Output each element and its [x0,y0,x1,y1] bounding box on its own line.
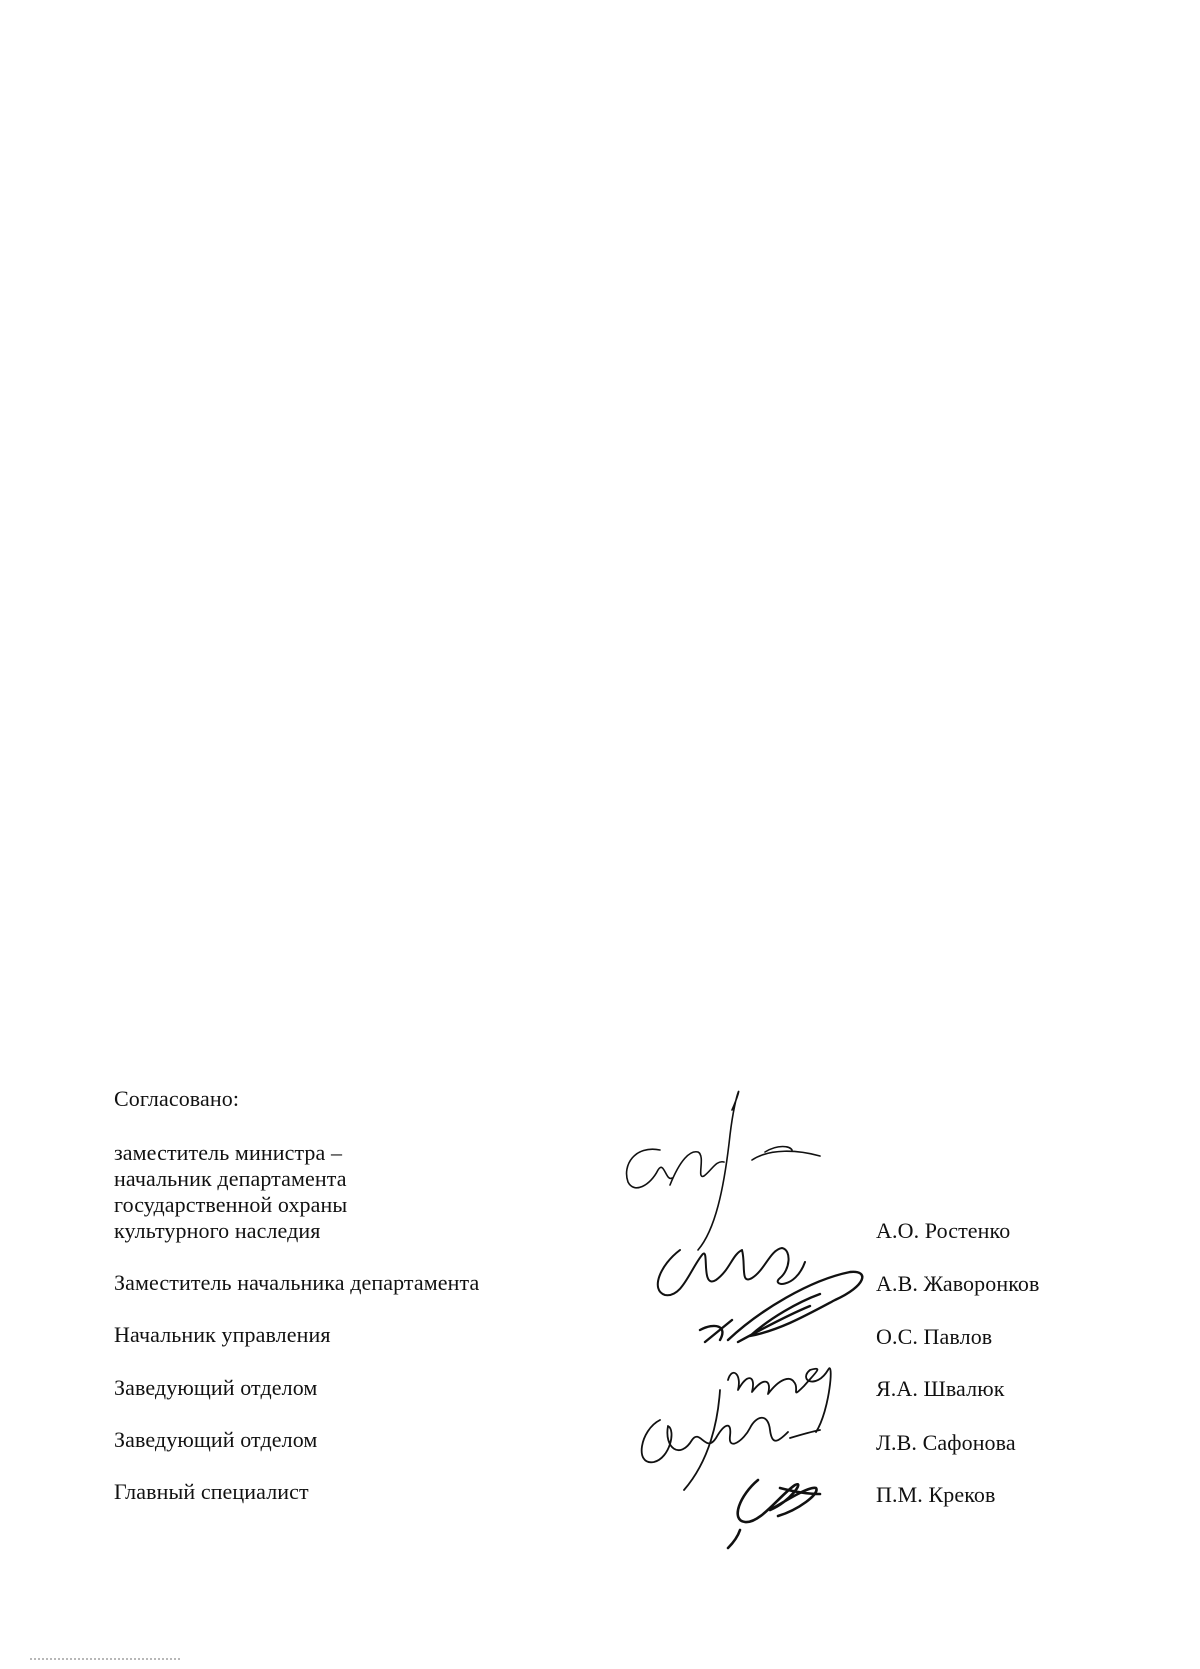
signatory-name: А.О. Ростенко [876,1218,1011,1243]
signatory-name: А.В. Жаворонков [876,1271,1040,1296]
position-deputy-head-department: Заместитель начальника департамента [114,1270,480,1295]
position-line: культурного наследия [114,1218,321,1243]
signatory-name: П.М. Креков [876,1482,996,1507]
approval-heading: Согласовано: [114,1086,240,1111]
signature-safonova [642,1390,820,1490]
signature-pavlov [700,1272,862,1342]
signatory-name: О.С. Павлов [876,1324,993,1349]
position-deputy-minister [114,1140,347,1244]
signatory-name: Л.В. Сафонова [876,1430,1016,1455]
position-chief-specialist: Главный специалист [114,1479,309,1504]
scan-footer-mark [30,1658,180,1664]
position-line: начальник департамента [114,1166,347,1191]
signatory-name: Я.А. Швалюк [876,1376,1005,1401]
signature-krekov [728,1480,820,1548]
position-head-division: Заведующий отделом [114,1375,318,1400]
signature-rostenko [627,1091,820,1250]
position-head-directorate: Начальник управления [114,1322,331,1347]
signature-zhavoronkov [658,1248,805,1295]
position-line: государственной охраны [114,1192,348,1217]
position-head-division: Заведующий отделом [114,1427,318,1452]
handwritten-signatures [620,1090,890,1550]
signature-shvalyuk [728,1368,831,1432]
position-line: заместитель министра – [114,1140,343,1165]
